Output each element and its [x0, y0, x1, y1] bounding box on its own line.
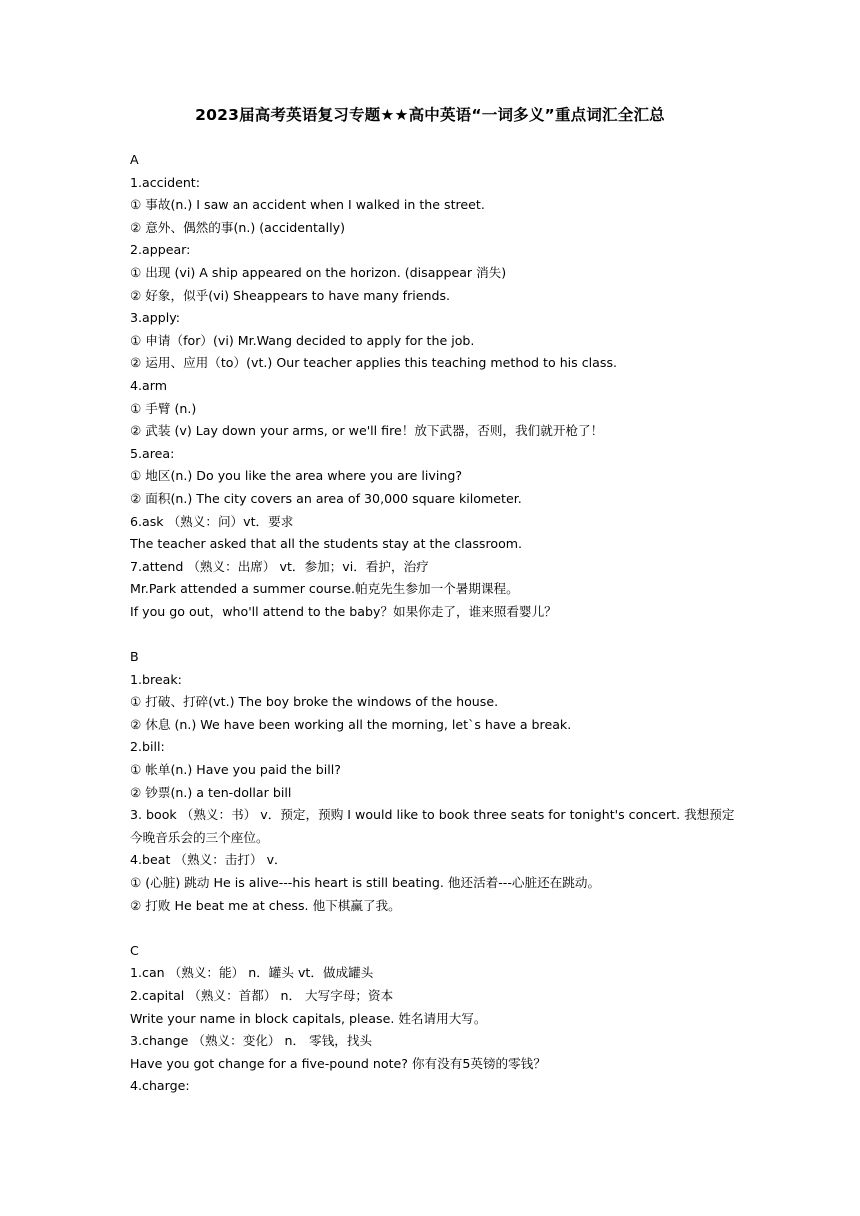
entry-heading: 2.bill:	[130, 739, 165, 755]
spacer	[130, 917, 742, 940]
entry-heading: 3.change （熟义：变化） n． 零钱，找头	[130, 1033, 373, 1049]
entry-sense: ① 手臂 (n.)	[130, 400, 197, 416]
section-heading-a: A	[130, 152, 139, 167]
entry-heading: 1.can （熟义：能） n．罐头 vt．做成罐头	[130, 965, 374, 981]
entry-heading: 2.capital （熟义：首都） n． 大写字母；资本	[130, 987, 394, 1003]
entry-sense: ① 打破、打碎(vt.) The boy broke the windows of the house.	[130, 694, 499, 710]
entry-sense: ② 武装 (v) Lay down your arms, or we'll fire！放下武器，否则，我们就开枪了！	[130, 423, 604, 439]
example-sentence: Write your name in block capitals, please. 姓名请用大写。	[130, 1010, 487, 1026]
document-body	[130, 149, 742, 1098]
example-sentence: The teacher asked that all the students stay at the classroom.	[130, 536, 523, 552]
entry-heading: 7.attend （熟义：出席） vt．参加；vi．看护，治疗	[130, 558, 429, 574]
entry-sense: ① 申请（for）(vi) Mr.Wang decided to apply for the job.	[130, 332, 475, 348]
example-sentence: Have you got change for a five-pound note? 你有没有5英镑的零钱？	[130, 1055, 546, 1071]
example-sentence: If you go out，who'll attend to the baby？如果你走了，谁来照看婴儿？	[130, 603, 557, 619]
entry-heading: 3. book （熟义：书） v．预定，预购 I would like to book three seats for tonight's concert. 我想预定今晚音乐会的三个座位。	[130, 807, 735, 845]
entry-heading: 2.appear:	[130, 242, 191, 258]
entry-heading: 1.break:	[130, 671, 182, 687]
section-heading-c: C	[130, 942, 139, 958]
entry-heading: 1.accident:	[130, 174, 200, 190]
entry-sense: ② 钞票(n.) a ten-dollar bill	[130, 784, 292, 800]
entry-sense: ① 出现 (vi) A ship appeared on the horizon. (disappear 消失)	[130, 264, 507, 280]
entry-sense: ② 意外、偶然的事(n.) (accidentally)	[130, 219, 345, 235]
entry-sense: ① 地区(n.) Do you like the area where you are living?	[130, 468, 462, 484]
entry-sense: ② 休息 (n.) We have been working all the morning, let`s have a break.	[130, 716, 572, 732]
spacer	[130, 623, 742, 646]
entry-sense: ① 帐单(n.) Have you paid the bill?	[130, 762, 341, 778]
document-title: 2023届高考英语复习专题★★高中英语“一词多义”重点词汇全汇总	[195, 106, 665, 124]
entry-sense: ② 面积(n.) The city covers an area of 30,000 square kilometer.	[130, 490, 522, 506]
entry-heading: 6.ask （熟义：问）vt．要求	[130, 513, 294, 529]
entry-sense: ① 事故(n.) I saw an accident when I walked in the street.	[130, 197, 485, 213]
section-heading-b: B	[130, 649, 139, 665]
entry-sense: ② 好象，似乎(vi) Sheappears to have many friends.	[130, 287, 451, 303]
entry-sense: ① (心脏) 跳动 He is alive---his heart is still beating. 他还活着---心脏还在跳动。	[130, 875, 601, 890]
entry-heading: 4.charge:	[130, 1078, 190, 1094]
entry-heading: 4.arm	[130, 377, 167, 393]
entry-heading: 4.beat （熟义：击打） v．	[130, 852, 287, 868]
entry-sense: ② 打败 He beat me at chess. 他下棋赢了我。	[130, 897, 401, 913]
entry-sense: ② 运用、应用（to）(vt.) Our teacher applies this teaching method to his class.	[130, 355, 618, 371]
example-sentence: Mr.Park attended a summer course.帕克先生参加一个暑期课程。	[130, 581, 519, 597]
entry-heading: 5.area:	[130, 445, 175, 461]
entry-heading: 3.apply:	[130, 310, 180, 326]
